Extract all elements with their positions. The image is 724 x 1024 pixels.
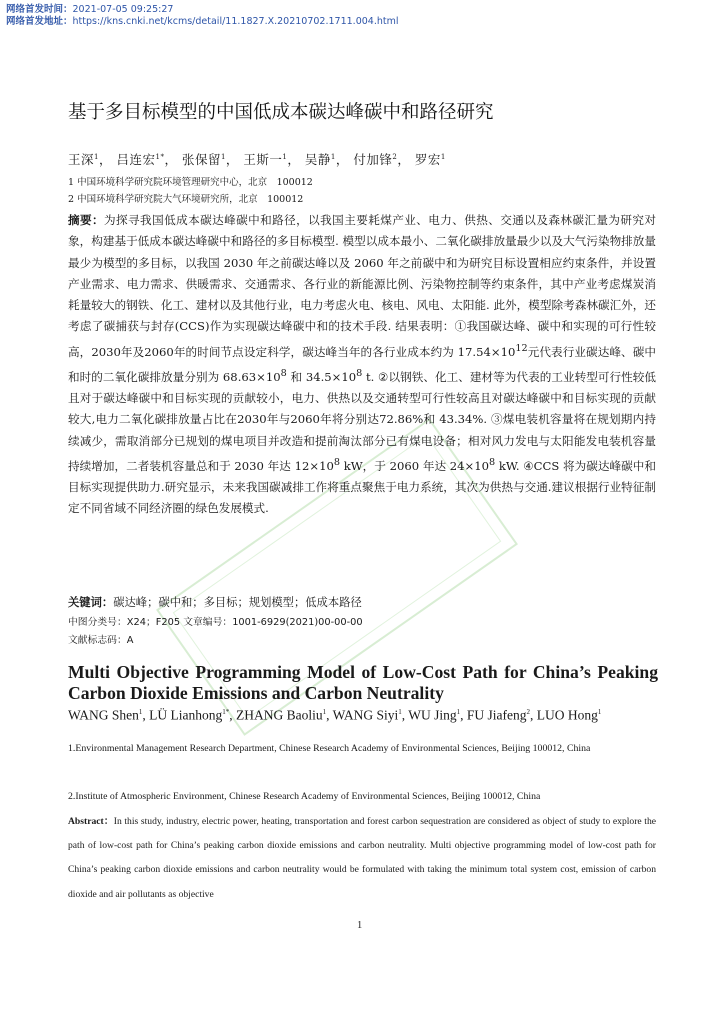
author-en: FU Jiafeng	[466, 707, 527, 723]
publish-time-value: 2021-07-05 09:25:27	[72, 4, 174, 15]
online-publish-address	[6, 16, 398, 28]
author-cn: 王深	[68, 152, 95, 167]
abstract-en-label: Abstract：	[68, 816, 114, 827]
title-cn: 基于多目标模型的中国低成本碳达峰碳中和路径研究	[68, 102, 494, 123]
title-en: Multi Objective Programming Model of Low-Cost Path for China’s Peaking Carbon Dioxide Emissions and Carbon Neutrality	[68, 662, 658, 703]
affiliation-en-1: 1.Environmental Management Research Department, Chinese Research Academy of Environmental Sciences, Beijing 100012, China	[68, 743, 591, 754]
author-en: ZHANG Baoliu	[236, 707, 323, 723]
affiliation-cn-1: 1 中国环境科学研究院环境管理研究中心，北京 100012	[68, 177, 313, 188]
author-cn: 付加锋	[353, 152, 393, 167]
author-en: WANG Shen	[68, 707, 139, 723]
author-cn: 吕连宏	[116, 152, 156, 167]
abstract-en-text: In this study, industry, electric power, heating, transportation and forest carbon sequestration are considered as object of study to explore the path of low-cost path for China’s peaking carbon dioxide emissions and carbon neutrality. Multi objective programming model of low-cost path for China’s peaking carbon dioxide emissions and carbon neutrality would be formulated with taking the minimum total system cost, emission of carbon dioxide and air pollutants as objective	[68, 816, 657, 900]
author-cn: 王斯一	[243, 152, 283, 167]
author-en: WU Jing	[408, 707, 457, 723]
publish-address-label: 网络首发地址：	[6, 16, 73, 27]
page-number: 1	[357, 920, 363, 931]
classification-number: 中图分类号：X24；F205 文章编号：1001-6929(2021)00-00-00	[68, 617, 363, 628]
author-cn: 吴静	[304, 152, 331, 167]
keywords-cn-label: 关键词：	[68, 596, 114, 609]
author-en: WANG Siyi	[332, 707, 399, 723]
document-code: 文献标志码：A	[68, 635, 134, 646]
online-publish-time	[6, 4, 173, 16]
affiliation-en-2: 2.Institute of Atmospheric Environment, Chinese Research Academy of Environmental Sciences, Beijing 100012, China	[68, 791, 541, 802]
authors-cn: 王深$^1$， 吕连宏$^{1*}$， 张保留$^1$， 王斯一$^1$， 吴静$^1$， 付加锋$^2$， 罗宏$^1$	[68, 152, 446, 167]
author-cn: 罗宏	[414, 152, 441, 167]
affiliation-cn-2: 2 中国环境科学研究院大气环境研究所，北京 100012	[68, 194, 304, 205]
keywords-cn	[68, 594, 362, 610]
author-en: LUO Hong	[536, 707, 598, 723]
authors-en: WANG Shen$^1$, LÜ Lianhong$^{1*}$, ZHANG Baoliu$^1$, WANG Siyi$^1$, WU Jing$^1$, FU Jiafeng$^2$, LUO Hong$^1$	[68, 707, 602, 723]
abstract-cn-label: 摘要：	[68, 213, 105, 227]
author-cn: 张保留	[181, 152, 221, 167]
abstract-cn: 摘要：为探寻我国低成本碳达峰碳中和路径，以我国主要耗煤产业、电力、供热、交通以及森林碳汇量为研究对象，构建基于低成本碳达峰碳中和路径的多目标模型. 模型以成本最小、二氧化碳排放量最少以及大气污染物排放量最少为模型的多目标，以我国 2030 年之前碳达峰以及 2060 年之前碳中和为研究目标设置相应约束条件，并设置产业需求、电力需求、供暖需求、交通需求、各行业的新能源比例、污染物控制等约束条件，其中产业考虑煤炭消耗量较大的钢铁、化工、建材以及其他行业，电力考虑火电、核电、风电、太阳能. 此外，模型除考森林碳汇外，还考虑了碳捕获与封存(CCS)作为实现碳达峰碳中和的技术手段. 结果表明：①我国碳达峰、碳中和实现的可行性较高，2030年及2060年的时间节点设定科学，碳达峰当年的各行业成本约为 $17.54\times 10^{12}$元代表行业碳达峰、碳中和时的二氧化碳排放量分别为 $68.63\times 10^8$ 和 $34.5\times 10^8$ t. ②以钢铁、化工、建材等为代表的工业转型可行性较低且对于碳达峰碳中和目标实现的贡献较小，电力、供热以及交通转型可行性较高且对碳达峰碳中和目标实现的贡献较大,电力二氧化碳排放量占比在2030年与2060年将分别达72.86%和 43.34%. ③煤电装机容量将在规划期内持续减少，需取消部分已规划的煤电项目并改造和提前淘汰部分已有煤电设备；相对风力发电与太阳能发电装机容量持续增加，二者装机容量总和于 2030 年达 $12\times 10^8$ kW，于 2060 年达 $24\times 10^8$ kW. ④CCS 将为碳达峰碳中和目标实现提供助力.研究显示，未来我国碳减排工作将重点聚焦于电力系统，其次为供热与交通.建议根据行业特征制定不同省域不同经济圈的绿色发展模式.	[68, 213, 656, 516]
abstract-en	[68, 810, 656, 907]
publish-address-link[interactable]: https://kns.cnki.net/kcms/detail/11.1827.X.20210702.1711.004.html	[72, 16, 399, 27]
publish-time-label: 网络首发时间：	[6, 4, 73, 15]
author-en: LÜ Lianhong	[149, 707, 223, 723]
keywords-cn-text: 碳达峰；碳中和；多目标；规划模型；低成本路径	[113, 596, 362, 609]
